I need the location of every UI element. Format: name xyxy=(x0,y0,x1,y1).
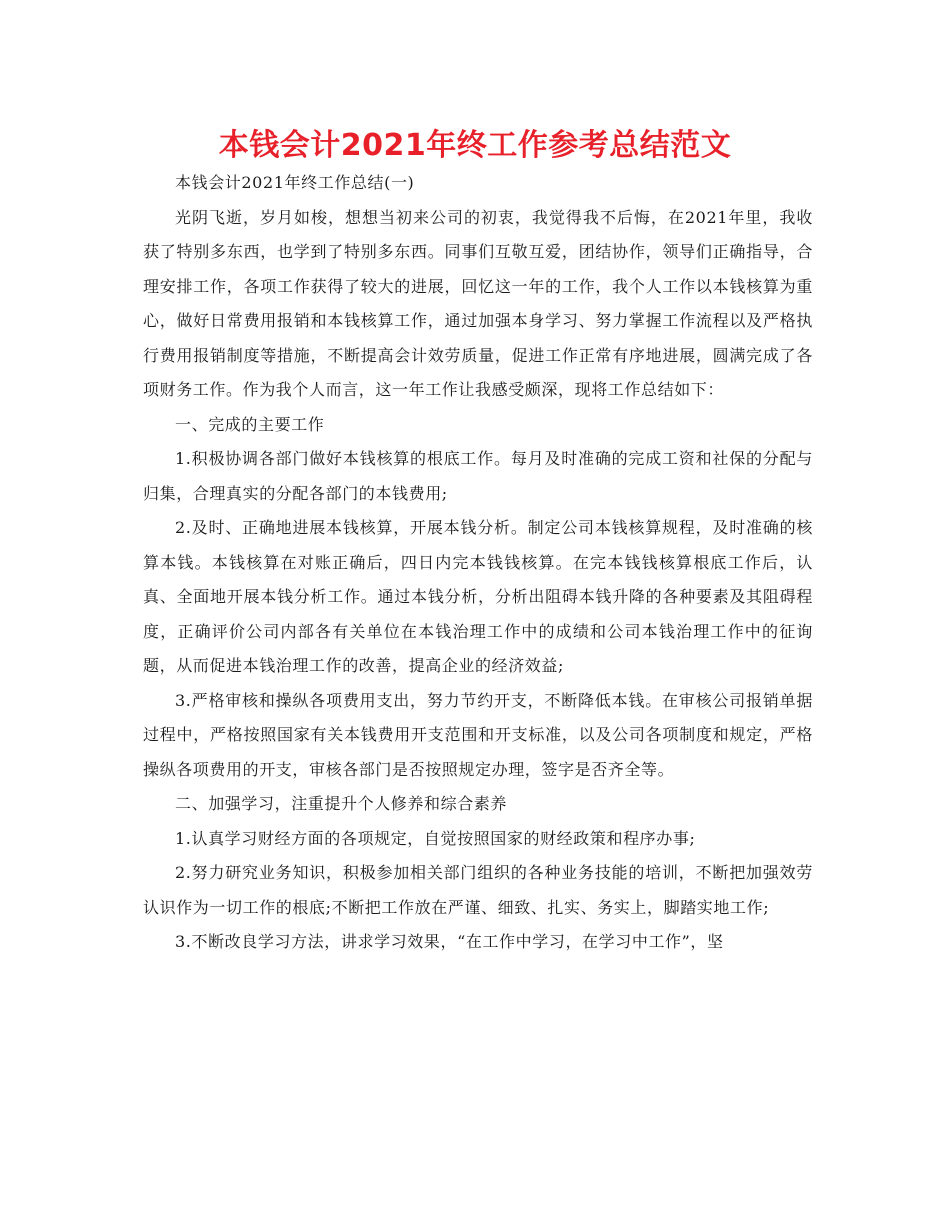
document-title: 本钱会计2021年终工作参考总结范文 xyxy=(218,128,732,163)
section-heading-2: 二、加强学习，注重提升个人修养和综合素养 xyxy=(175,794,508,813)
list-item-2-1: 1.认真学习财经方面的各项规定，自觉按照国家的财经政策和程序办事; xyxy=(175,828,696,848)
section-heading-1: 一、完成的主要工作 xyxy=(175,414,325,434)
list-item-1-2: 2.及时、正确地进展本钱核算，开展本钱分析。制定公司本钱核算规程，及时准确的核算本钱。本钱核算在对账正确后，四日内完本钱钱核算。在完本钱钱核算根底工作后，认真、全面地开展本钱分析工作。通过本钱分析，分析出阻碍本钱升降的各种要素及其阻碍程度，正确评价公司内部各有关单位在本钱治理工作中的成绩和公司本钱治理工作中的征询题，从而促进本钱治理工作的改善，提高企业的经济效益; xyxy=(143,518,813,675)
document-body xyxy=(143,166,813,960)
list-item-2-2: 2.努力研究业务知识，积极参加相关部门组织的各种业务技能的培训，不断把加强效劳认识作为一切工作的根底;不断把工作放在严谨、细致、扎实、务实上，脚踏实地工作; xyxy=(143,863,813,917)
list-item-1-3: 3.严格审核和操纵各项费用支出，努力节约开支，不断降低本钱。在审核公司报销单据过程中，严格按照国家有关本钱费用开支范围和开支标准，以及公司各项制度和规定，严格操纵各项费用的开支，审核各部门是否按照规定办理，签字是否齐全等。 xyxy=(143,690,813,779)
intro-paragraph: 光阴飞逝，岁月如梭，想想当初来公司的初衷，我觉得我不后悔，在2021年里，我收获了特别多东西，也学到了特别多东西。同事们互敬互爱，团结协作，领导们正确指导，合理安排工作，各项工作获得了较大的进展，回忆这一年的工作，我个人工作以本钱核算为重心，做好日常费用报销和本钱核算工作，通过加强本身学习、努力掌握工作流程以及严格执行费用报销制度等措施，不断提高会计效劳质量，促进工作正常有序地进展，圆满完成了各项财务工作。作为我个人而言，这一年工作让我感受颇深，现将工作总结如下： xyxy=(143,207,813,399)
list-item-1-1: 1.积极协调各部门做好本钱核算的根底工作。每月及时准确的完成工资和社保的分配与归集，合理真实的分配各部门的本钱费用; xyxy=(143,449,813,503)
list-item-2-3: 3.不断改良学习方法，讲求学习效果，“在工作中学习，在学习中工作”，坚 xyxy=(175,932,724,951)
subtitle-paragraph: 本钱会计2021年终工作总结(一) xyxy=(175,173,415,192)
